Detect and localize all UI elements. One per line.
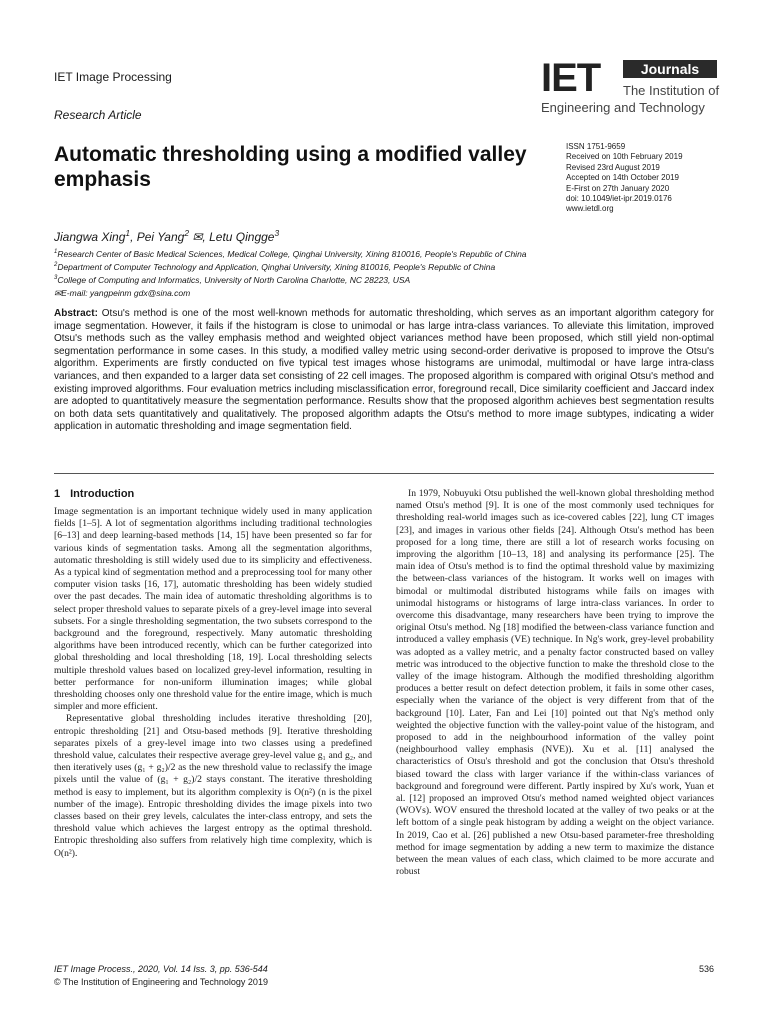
logo-letters: IET xyxy=(541,56,601,100)
section-number: 1 xyxy=(54,488,61,500)
author-name[interactable]: Jiangwa Xing xyxy=(54,230,126,244)
footer-copyright: © The Institution of Engineering and Technology 2019 xyxy=(54,977,268,987)
paragraph: Image segmentation is an important technique widely used in many application fields [1–5]. A lot of segmentation algorithms including traditional technologies [6–13] and deep learning-based methods [14, 15] have been presented so far for various kinds of segmentation tasks. Among all the segmentation algorithms, automatic thresholding is still widely used due to its simplicity and effectiveness. As a typical kind of segmentation method and a preprocessing tool for many other computer vision tasks [16, 17], automatic thresholding has been widely studied over the past decades. The main idea of automatic thresholding algorithms is to select proper threshold values to separate pixels of a grey-level image into several subsets. For a single thresholding segmentation, the two subsets correspond to the background and the foreground, respectively. Many automatic thresholding algorithms have been introduced recently, which can be further categorized into global thresholding and local thresholding [18, 19]. Local thresholding selects multiple threshold values based on localized grey-level information, resulting in better performance for non-uniform illumination images; while global thresholding chooses only one threshold value for the entire image, which is much simpler and more efficient. xyxy=(54,506,372,713)
logo-badge: Journals xyxy=(623,60,717,78)
author-name[interactable]: Letu Qingge xyxy=(209,230,275,244)
affiliation-number: 1 xyxy=(54,249,58,256)
logo-line-1: The Institution of xyxy=(623,83,720,98)
affiliation-number: 3 xyxy=(54,275,58,282)
footer-citation: IET Image Process., 2020, Vol. 14 Iss. 3, pp. 536-544 xyxy=(54,964,268,974)
paragraph: Representative global thresholding includes iterative thresholding [20], entropic thresholding [21] and Otsu-based methods [9]. Iterative thresholding separates pixels of a grey-level image into two classes using a predefined threshold value, calculates their respective average grey-level value g₁ and g₂, and then iteratively uses (g₁ + g₂)/2 as the new threshold value to reclassify the image pixels until the value of (g₁ + g₂)/2 stays constant. The iterative thresholding method is easy to implement, but its algorithm complexity is O(n²) (n is the pixel number of the image). Entropic thresholding divides the image pixels into two classes based on their grey levels, calculates the inter-class entropy, and sets the threshold value which achieves the largest entropy as the optimal threshold. Entropic thresholding also suffers from relatively high time complexity, which is O(n²). xyxy=(54,713,372,859)
author-name[interactable]: Pei Yang xyxy=(136,230,185,244)
author-list xyxy=(54,228,279,244)
received-date: Received on 10th February 2019 xyxy=(566,152,683,162)
email-icon[interactable]: ✉ xyxy=(192,230,203,244)
section-divider xyxy=(54,473,714,474)
publication-info xyxy=(566,142,683,215)
author-sep: , xyxy=(202,230,210,244)
affiliation-text: Department of Computer Technology and Application, Qinghai University, Xining 810016, People's Republic of China xyxy=(57,262,496,272)
abstract xyxy=(54,308,714,434)
affiliation-text: Research Center of Basic Medical Sciences, Medical College, Qinghai University, Xining 810016, People's Republic of China xyxy=(57,249,527,259)
section-title: Introduction xyxy=(70,488,135,500)
revised-date: Revised 23rd August 2019 xyxy=(566,162,660,172)
email-address[interactable]: E-mail: yangpeinm gdx@sina.com xyxy=(61,288,191,298)
journal-name: IET Image Processing xyxy=(54,70,172,84)
author-sup: 1 xyxy=(125,228,131,238)
affiliation-number: 2 xyxy=(54,262,58,269)
affiliation-text: College of Computing and Informatics, University of North Carolina Charlotte, NC 28223, USA xyxy=(57,275,411,285)
affiliation-3 xyxy=(54,275,410,285)
page-number: 536 xyxy=(698,964,714,974)
author-sep: , xyxy=(130,230,137,244)
ietdl-link[interactable]: www.ietdl.org xyxy=(566,204,614,214)
affiliation-1 xyxy=(54,249,527,259)
issn: ISSN 1751-9659 xyxy=(566,142,626,151)
author-sup: 2 xyxy=(184,228,190,238)
doi-link[interactable]: doi: 10.1049/iet-ipr.2019.0176 xyxy=(566,194,672,204)
abstract-label: Abstract: xyxy=(54,308,98,319)
efirst-date: E-First on 27th January 2020 xyxy=(566,183,670,193)
paragraph: In 1979, Nobuyuki Otsu published the well-known global thresholding method named Otsu's method [9]. It is one of the most commonly used techniques for thresholding real-world images such as ice-covered cables [22], lung CT images [23], and images in various other fields [24]. Although Otsu's method has been proposed for a long time, there are still a lot of research works focusing on improving the algorithm [10–13, 18] and analysing its performance [25]. The main idea of Otsu's method is to find the optimal threshold value by maximizing the between-class variances of the histogram. It works well on images with bimodal or multimodal distributed histograms while fails on images with unimodal histograms or histograms of large intra-class variances. In order to overcome this disadvantage, many researchers have been trying to improve the original Otsu's method. Ng [18] modified the between-class variance function and introduced a valley emphasis (VE) technique. In Ng's work, grey-level probability was adopted as a valley metric, and a penalty factor constructed based on valley metric was introduced to the objective function to make the threshold close to the valley of the image histogram. Although the modified thresholding algorithm produces a better result on defect detection problem, it fails in some other cases, especially when the variance of the object is very different from that of the background [10]. Later, Fan and Lei [10] pointed out that Ng's method only weighted the objective function with the valley-point value of the histogram, and proposed to add in the neighbourhood information of the valley point (neighbourhood valley emphasis (NVE)). Xu et al. [11] analysed the characteristics of Otsu's threshold and got the conclusion that Otsu's threshold biased toward the class with larger variance if the within-class variances of background and foreground were different. Partly inspired by Xu's work, Yuan et al. [12] proposed an improved Otsu's method named weighted object variances (WOVs). WOV ensured the threshold located at the valley of two peaks or at the left bottom of a single peak histogram by adding a weight on the object variance. In 2019, Cao et al. [26] published a new Otsu-based parameter-free thresholding method for image segmentation by adding a new term to maximize the distance between the mean values of each class, which claimed to be more accurate and robust xyxy=(396,488,714,878)
corresponding-email xyxy=(54,288,190,299)
article-type: Research Article xyxy=(54,108,142,122)
section-heading xyxy=(54,488,134,500)
email-icon: ✉ xyxy=(54,288,62,298)
paper-title: Automatic thresholding using a modified valley emphasis xyxy=(54,143,527,191)
accepted-date: Accepted on 14th October 2019 xyxy=(566,173,679,183)
right-column xyxy=(396,488,714,879)
left-column xyxy=(54,506,372,860)
affiliation-2 xyxy=(54,262,495,272)
iet-logo xyxy=(541,56,720,122)
author-sup: 3 xyxy=(274,228,280,238)
abstract-text: Otsu's method is one of the most well-known methods for automatic thresholding, which serves as an important algorithm category for image segmentation. However, it fails if the histogram is close to unimodal or has large intra-class variances. To alleviate this limitation, improved Otsu's methods such as the valley emphasis method and weighted object variances method have been proposed, which still yield non-optimal segmentation performance in some cases. In this study, a modified valley metric using second-order derivative is proposed to improve the Otsu's algorithm. Experiments are firstly conducted on five typical test images whose histograms are unimodal, multimodal or have large intra-class variances, and then expanded to a larger data set consisting of 22 cell images. The proposed algorithm is compared with original Otsu's method and existing improved algorithms. Four evaluation metrics including misclassification error, foreground recall, Dice similarity coefficient and Jaccard index are adopted to quantitatively measure the segmentation performance. Results show that the proposed algorithm achieves best segmentation results on both data sets quantitatively and qualitatively. The proposed algorithm adapts the Otsu's method to more image subtypes, indicating a wider application in automatic thresholding and image segmentation field. xyxy=(54,308,715,433)
logo-line-2: Engineering and Technology xyxy=(541,100,705,115)
